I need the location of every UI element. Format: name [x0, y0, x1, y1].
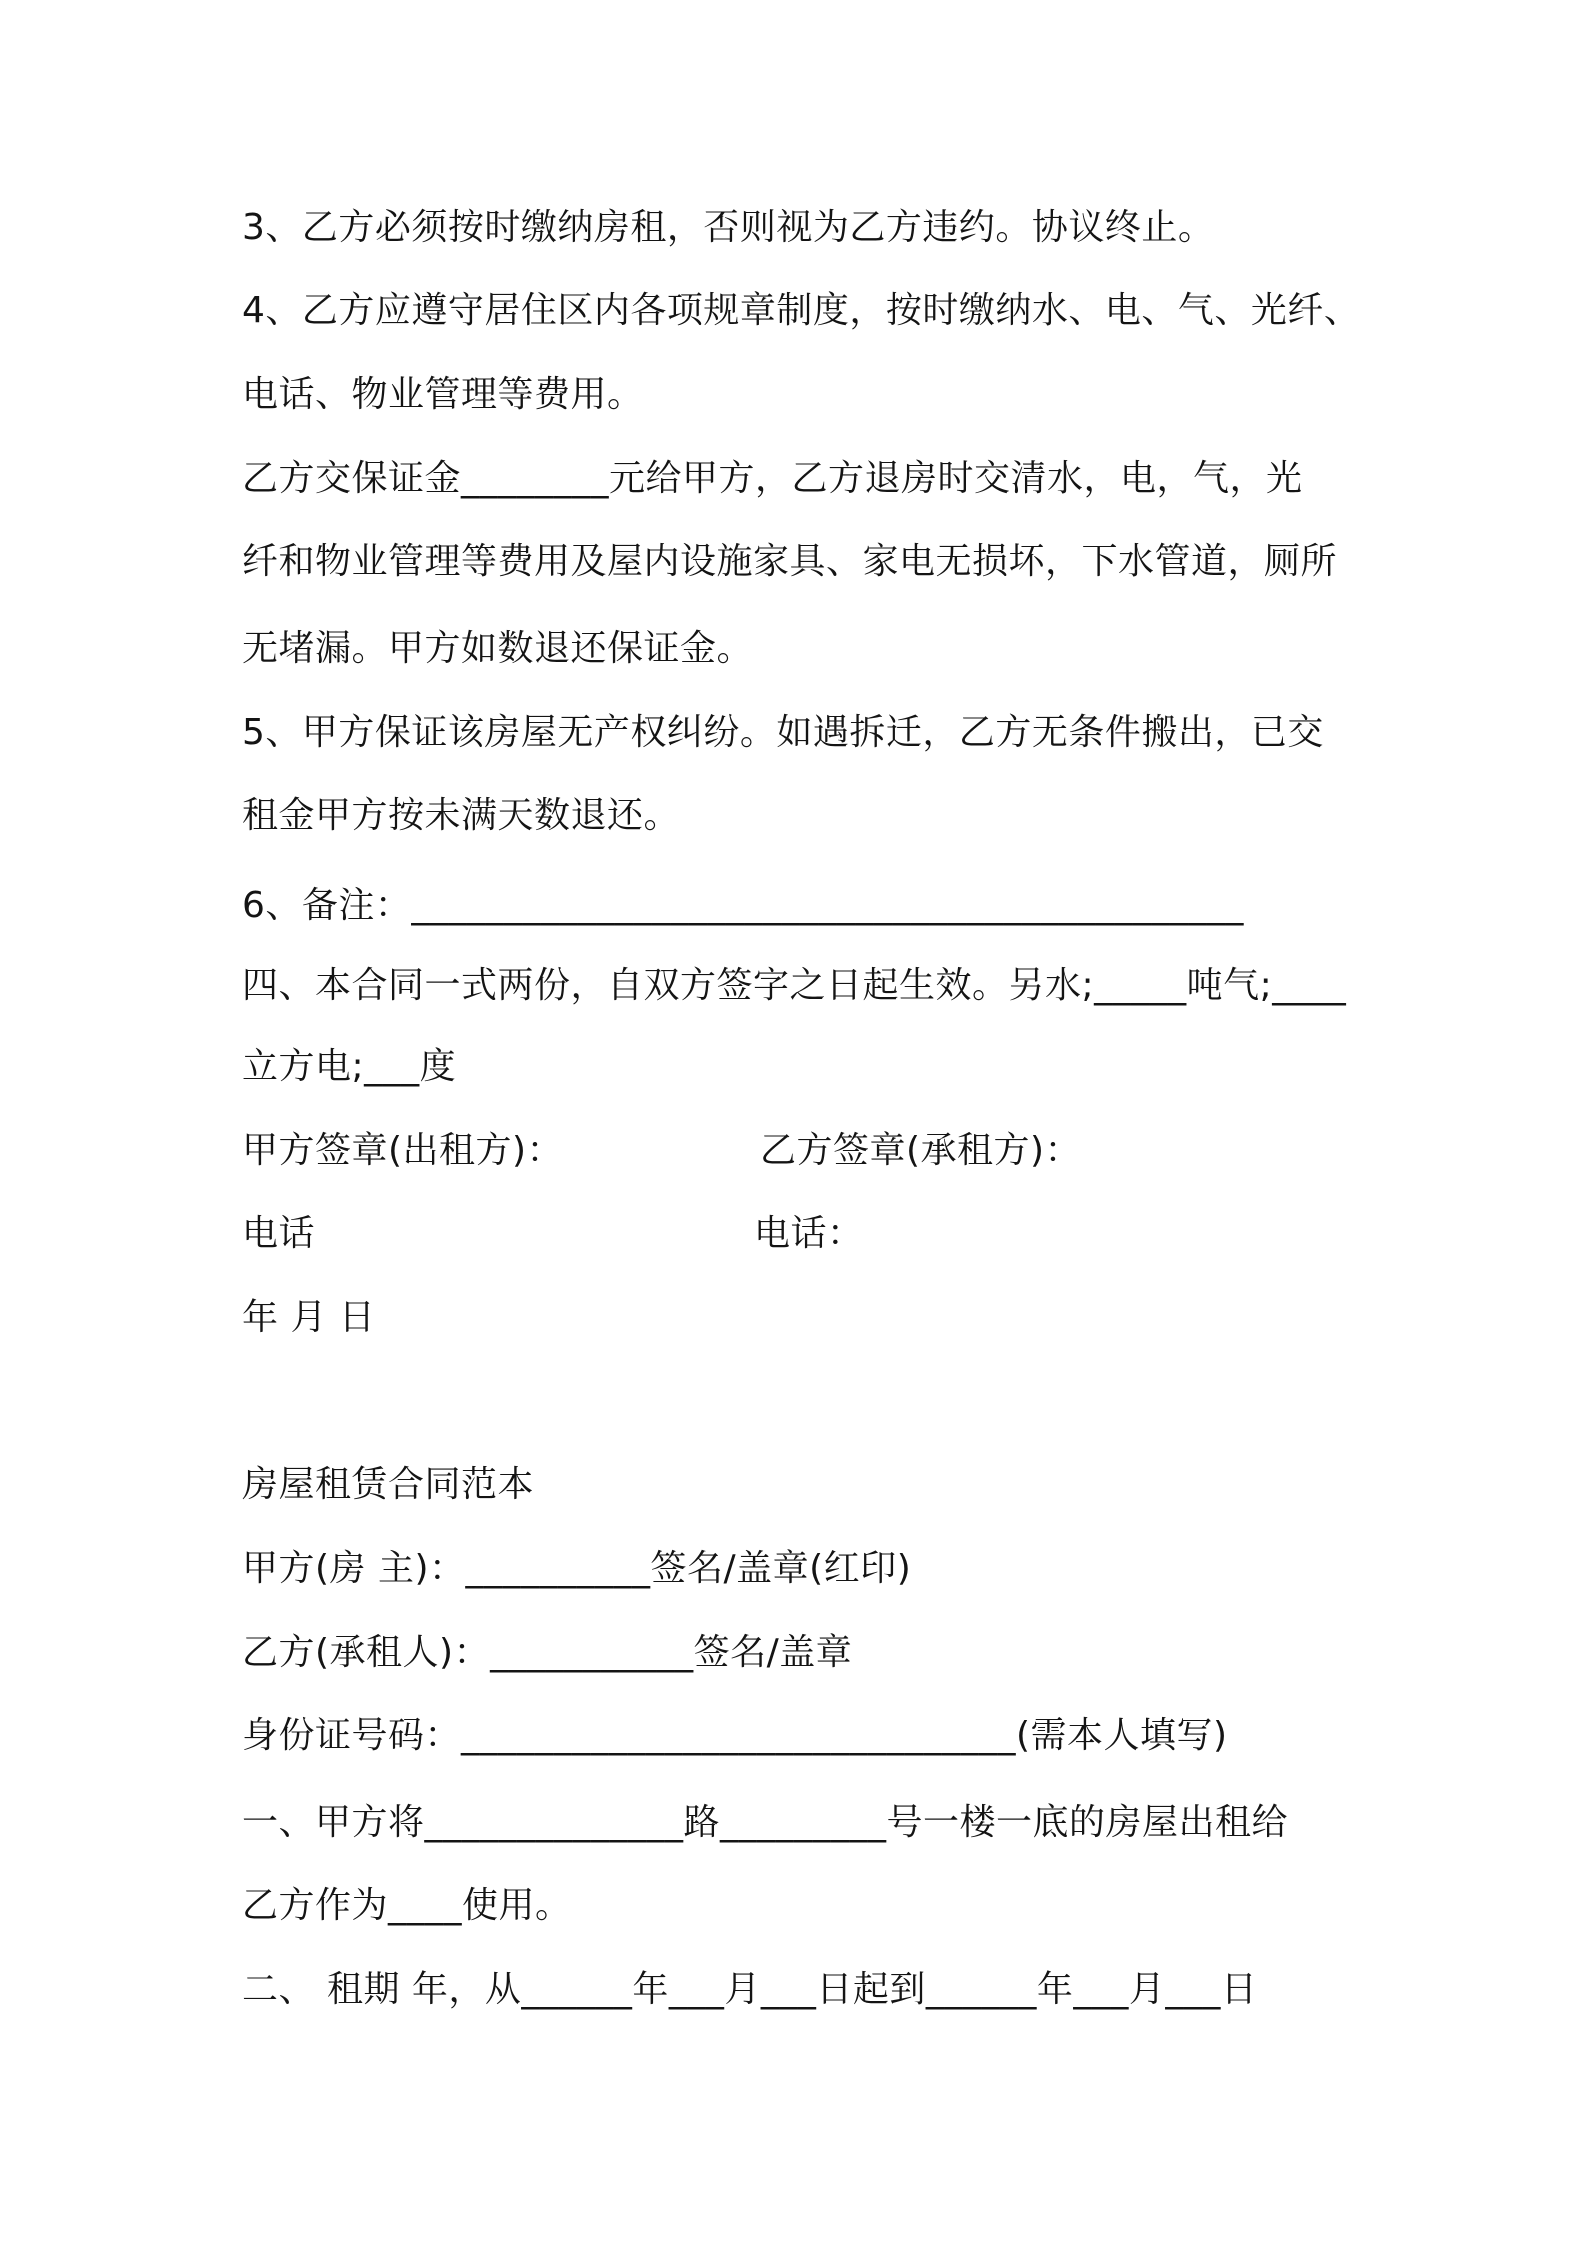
party-b-seal-label: 乙方签章(承租方)： — [760, 1130, 1082, 1171]
section-4-line-1: 四、本合同一式两份，自双方签字之日起生效。另水;_____吨气;____ — [242, 965, 1347, 1006]
party-a-seal-label: 甲方签章(出租方)： — [242, 1130, 564, 1171]
contract-title: 房屋租赁合同范本 — [242, 1464, 535, 1505]
signature-date: 年 月 日 — [242, 1297, 376, 1338]
section-1-line-2: 乙方作为____使用。 — [242, 1885, 572, 1926]
party-b-phone-label: 电话： — [754, 1213, 864, 1254]
landlord-field: 甲方(房 主)：__________签名/盖章(红印) — [242, 1548, 912, 1589]
clause-6-remarks: 6、备注：_____________________________________________ — [242, 885, 1244, 926]
clause-3: 3、乙方必须按时缴纳房租，否则视为乙方违约。协议终止。 — [242, 207, 1215, 248]
clause-4-line-1: 4、乙方应遵守居住区内各项规章制度，按时缴纳水、电、气、光纤、 — [242, 290, 1361, 331]
deposit-line-1: 乙方交保证金________元给甲方，乙方退房时交清水，电，气，光 — [242, 458, 1303, 499]
clause-4-line-2: 电话、物业管理等费用。 — [242, 374, 644, 415]
clause-5-line-2: 租金甲方按未满天数退还。 — [242, 795, 681, 836]
clause-5-line-1: 5、甲方保证该房屋无产权纠纷。如遇拆迁，乙方无条件搬出，已交 — [242, 712, 1324, 753]
id-number-field: 身份证号码：______________________________(需本人填写) — [242, 1715, 1228, 1756]
tenant-field: 乙方(承租人)：___________签名/盖章 — [242, 1632, 853, 1673]
party-a-phone-label: 电话 — [242, 1213, 316, 1254]
deposit-line-3: 无堵漏。甲方如数退还保证金。 — [242, 628, 754, 669]
section-1-line-1: 一、甲方将______________路_________号一楼一底的房屋出租给 — [242, 1802, 1289, 1843]
section-4-line-2: 立方电;___度 — [242, 1046, 457, 1087]
section-2-lease-term: 二、 租期 年，从______年___月___日起到______年___月___日 — [242, 1969, 1258, 2010]
deposit-line-2: 纤和物业管理等费用及屋内设施家具、家电无损坏，下水管道，厕所 — [242, 541, 1338, 582]
